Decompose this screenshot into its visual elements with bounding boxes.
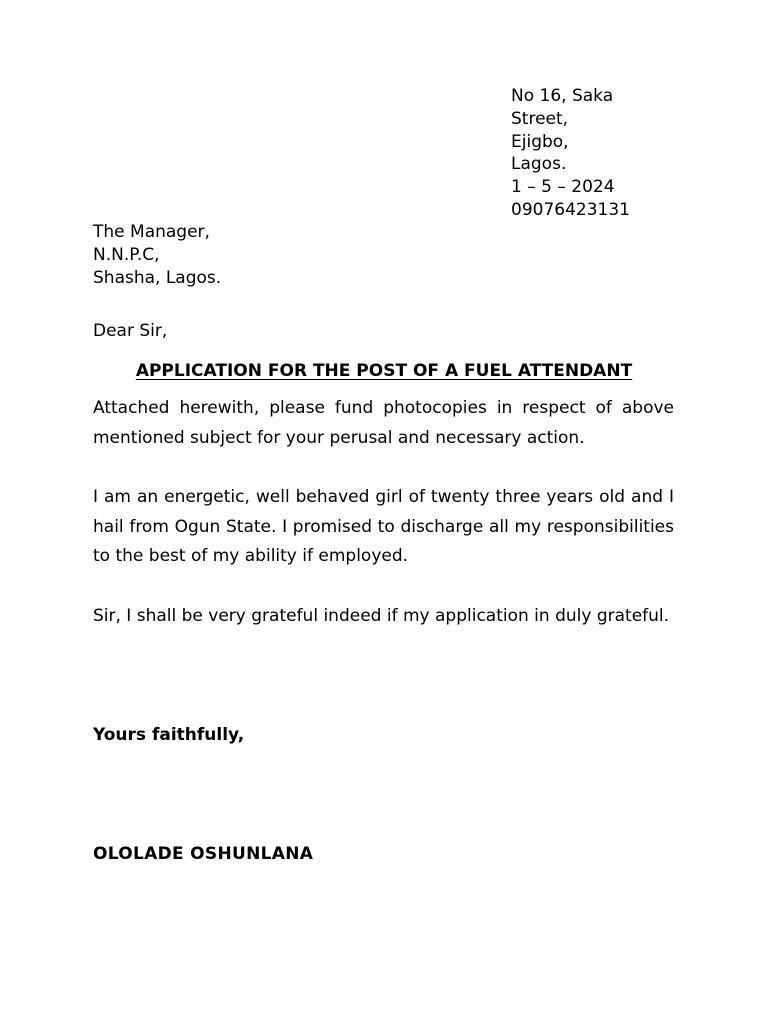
letter-date: 1 – 5 – 2024 [511,177,615,198]
recipient-address-line: Shasha, Lagos. [93,268,222,288]
sender-address-line: Street, [511,108,569,129]
sender-phone: 09076423131 [511,199,630,220]
body-paragraph: Attached herewith, please fund photocopies in respect of above mentioned subject for your perusal and necessary action. [93,398,674,448]
salutation: Dear Sir, [93,321,168,341]
sender-address [511,85,630,222]
closing: Yours faithfully, [93,725,245,745]
signature-name: OLOLADE OSHUNLANA [93,844,314,864]
recipient-address [93,221,221,290]
body-paragraph: Sir, I shall be very grateful indeed if my application in duly grateful. [93,606,670,626]
recipient-address-line: The Manager, [93,222,210,242]
sender-address-line: Ejigbo, [511,131,569,152]
body-paragraph: I am an energetic, well behaved girl of twenty three years old and I hail from Ogun State. I promised to discharge all my responsibilities to the best of my ability if employed. [93,487,674,567]
sender-address-line: Lagos. [511,154,567,175]
subject-heading: APPLICATION FOR THE POST OF A FUEL ATTENDANT [135,361,633,381]
recipient-address-line: N.N.P.C, [93,245,160,265]
sender-address-line: No 16, Saka [511,86,614,106]
